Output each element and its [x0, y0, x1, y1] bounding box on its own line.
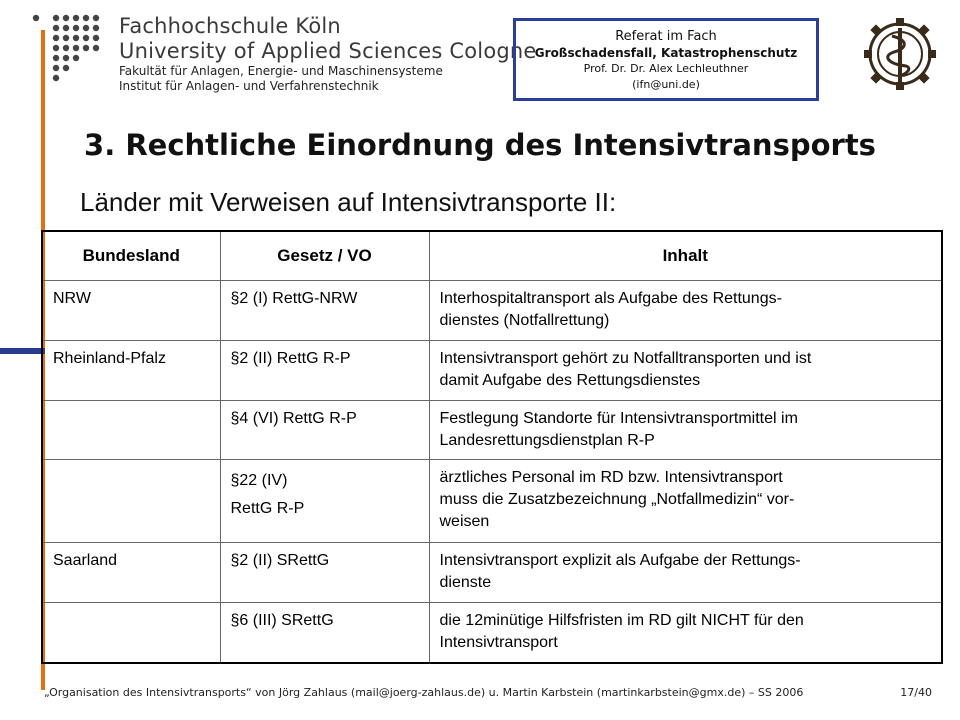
table-row	[43, 340, 941, 400]
cell-bundesland: Saarland	[43, 543, 220, 603]
header-bundesland: Bundesland	[43, 232, 220, 281]
cell-bundesland	[43, 460, 220, 543]
university-name-line2: University of Applied Sciences Cologne	[119, 39, 537, 63]
institute-name: Institut für Anlagen- und Verfahrenstechnik	[119, 79, 379, 93]
cell-inhalt: ärztliches Personal im RD bzw. Intensivtransport muss die Zusatzbezeichnung „Notfallmedizin“ vor- weisen	[429, 460, 941, 543]
cell-gesetz: §2 (II) RettG R-P	[220, 340, 429, 400]
university-name	[119, 14, 537, 64]
cell-inhalt: Intensivtransport gehört zu Notfalltransporten und ist damit Aufgabe des Rettungsdienstes	[429, 340, 941, 400]
referat-line2: Großschadensfall, Katastrophenschutz	[534, 46, 798, 60]
table-row	[43, 543, 941, 603]
left-slide-marker	[0, 348, 45, 354]
footer-text: „Organisation des Intensivtransports“ von Jörg Zahlaus (mail@joerg-zahlaus.de) u. Martin Karbstein (martinkarbstein@gmx.de) – SS 2006	[44, 686, 804, 699]
cell-inhalt: die 12minütige Hilfsfristen im RD gilt NICHT für den Intensivtransport	[429, 603, 941, 662]
slide-title: 3. Rechtliche Einordnung des Intensivtransports	[84, 128, 876, 162]
cell-bundesland	[43, 400, 220, 460]
cell-gesetz: §2 (I) RettG-NRW	[220, 281, 429, 341]
cell-bundesland: Rheinland-Pfalz	[43, 340, 220, 400]
laws-table	[41, 230, 943, 664]
cell-inhalt: Festlegung Standorte für Intensivtransportmittel im Landesrettungsdienstplan R-P	[429, 400, 941, 460]
slide-subtitle: Länder mit Verweisen auf Intensivtransporte II:	[80, 187, 617, 217]
faculty-info	[119, 64, 443, 94]
header-inhalt: Inhalt	[429, 232, 941, 281]
cell-gesetz: §2 (II) SRettG	[220, 543, 429, 603]
referat-line4: (ifn@uni.de)	[632, 78, 700, 91]
cell-bundesland: NRW	[43, 281, 220, 341]
table-row	[43, 603, 941, 662]
table-header-row	[43, 232, 941, 281]
table-row	[43, 281, 941, 341]
cell-bundesland	[43, 603, 220, 662]
faculty-name: Fakultät für Anlagen, Energie- und Maschinensysteme	[119, 64, 443, 78]
cell-inhalt: Intensivtransport explizit als Aufgabe der Rettungs- dienste	[429, 543, 941, 603]
referat-box	[513, 18, 819, 101]
university-logo-icon	[30, 12, 106, 84]
cell-gesetz: §4 (VI) RettG R-P	[220, 400, 429, 460]
referat-line1: Referat im Fach	[615, 29, 717, 44]
table-row	[43, 400, 941, 460]
cell-gesetz: §22 (IV) RettG R-P	[220, 460, 429, 543]
header-gesetz: Gesetz / VO	[220, 232, 429, 281]
cell-inhalt: Interhospitaltransport als Aufgabe des Rettungs- dienstes (Notfallrettung)	[429, 281, 941, 341]
caduceus-gear-seal-icon	[858, 10, 942, 94]
university-name-line1: Fachhochschule Köln	[119, 14, 341, 38]
referat-line3: Prof. Dr. Dr. Alex Lechleuthner	[583, 62, 749, 75]
table-row	[43, 460, 941, 543]
cell-gesetz: §6 (III) SRettG	[220, 603, 429, 662]
page-number: 17/40	[900, 686, 932, 699]
